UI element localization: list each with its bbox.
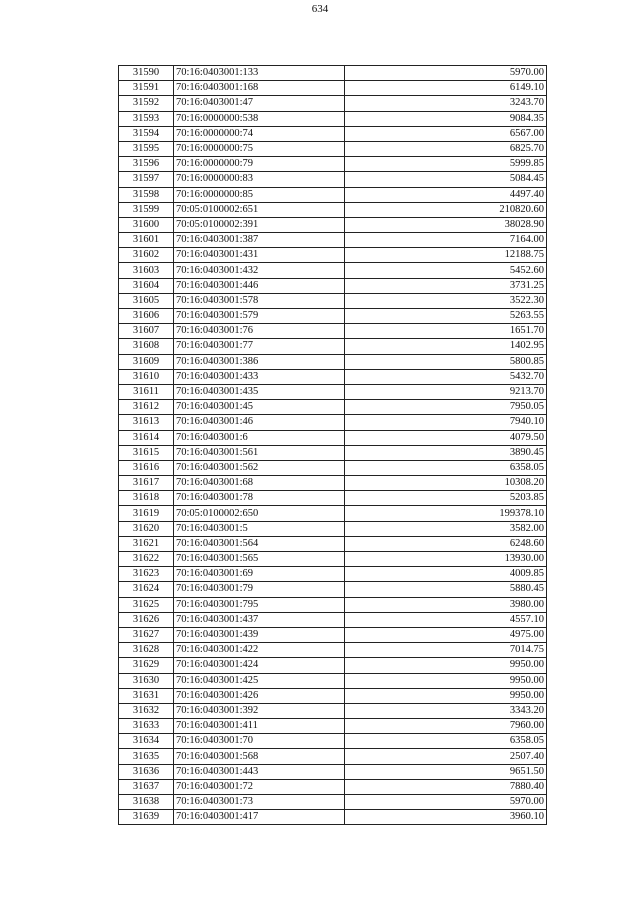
- table-row: [119, 293, 547, 308]
- area-value: 4079.50: [345, 430, 547, 445]
- area-value: 6358.05: [345, 734, 547, 749]
- table-row: [119, 810, 547, 825]
- cadastral-number: 70:05:0100002:650: [174, 506, 345, 521]
- row-number: 31628: [119, 643, 174, 658]
- table-row: [119, 476, 547, 491]
- cadastral-number: 70:16:0403001:6: [174, 430, 345, 445]
- row-number: 31599: [119, 202, 174, 217]
- cadastral-number: 70:16:0403001:168: [174, 81, 345, 96]
- table-row: [119, 384, 547, 399]
- area-value: 9950.00: [345, 673, 547, 688]
- row-number: 31616: [119, 460, 174, 475]
- cadastral-number: 70:16:0403001:77: [174, 339, 345, 354]
- area-value: 5800.85: [345, 354, 547, 369]
- row-number: 31605: [119, 293, 174, 308]
- table-row: [119, 81, 547, 96]
- cadastral-number: 70:16:0403001:565: [174, 552, 345, 567]
- row-number: 31610: [119, 369, 174, 384]
- row-number: 31637: [119, 779, 174, 794]
- row-number: 31598: [119, 187, 174, 202]
- area-value: 1402.95: [345, 339, 547, 354]
- cadastral-number: 70:16:0000000:83: [174, 172, 345, 187]
- area-value: 3582.00: [345, 521, 547, 536]
- row-number: 31615: [119, 445, 174, 460]
- area-value: 7164.00: [345, 233, 547, 248]
- cadastral-number: 70:16:0403001:70: [174, 734, 345, 749]
- area-value: 5452.60: [345, 263, 547, 278]
- area-value: 5970.00: [345, 795, 547, 810]
- cadastral-number: 70:16:0403001:386: [174, 354, 345, 369]
- table-row: [119, 233, 547, 248]
- row-number: 31635: [119, 749, 174, 764]
- table-row: [119, 354, 547, 369]
- row-number: 31634: [119, 734, 174, 749]
- cadastral-number: 70:16:0403001:425: [174, 673, 345, 688]
- cadastral-number: 70:16:0403001:561: [174, 445, 345, 460]
- row-number: 31633: [119, 719, 174, 734]
- cadastral-number: 70:16:0403001:433: [174, 369, 345, 384]
- table-row: [119, 400, 547, 415]
- row-number: 31632: [119, 703, 174, 718]
- row-number: 31630: [119, 673, 174, 688]
- cadastral-number: 70:16:0403001:46: [174, 415, 345, 430]
- cadastral-number: 70:16:0403001:69: [174, 567, 345, 582]
- area-value: 4557.10: [345, 612, 547, 627]
- table-row: [119, 688, 547, 703]
- table-row: [119, 445, 547, 460]
- cadastral-table-body: [119, 66, 547, 825]
- cadastral-number: 70:16:0403001:446: [174, 278, 345, 293]
- row-number: 31625: [119, 597, 174, 612]
- table-row: [119, 415, 547, 430]
- cadastral-number: 70:16:0000000:538: [174, 111, 345, 126]
- cadastral-number: 70:16:0403001:392: [174, 703, 345, 718]
- cadastral-number: 70:16:0000000:85: [174, 187, 345, 202]
- table-row: [119, 612, 547, 627]
- table-row: [119, 673, 547, 688]
- area-value: 9950.00: [345, 658, 547, 673]
- area-value: 1651.70: [345, 324, 547, 339]
- area-value: 5203.85: [345, 491, 547, 506]
- table-row: [119, 248, 547, 263]
- table-row: [119, 141, 547, 156]
- table-row: [119, 719, 547, 734]
- row-number: 31638: [119, 795, 174, 810]
- row-number: 31619: [119, 506, 174, 521]
- row-number: 31618: [119, 491, 174, 506]
- area-value: 9651.50: [345, 764, 547, 779]
- area-value: 7880.40: [345, 779, 547, 794]
- area-value: 3343.20: [345, 703, 547, 718]
- area-value: 12188.75: [345, 248, 547, 263]
- cadastral-number: 70:05:0100002:391: [174, 217, 345, 232]
- cadastral-number: 70:16:0403001:579: [174, 309, 345, 324]
- cadastral-number: 70:16:0403001:47: [174, 96, 345, 111]
- cadastral-number: 70:16:0403001:68: [174, 476, 345, 491]
- cadastral-number: 70:16:0403001:133: [174, 66, 345, 81]
- area-value: 5432.70: [345, 369, 547, 384]
- row-number: 31600: [119, 217, 174, 232]
- cadastral-number: 70:16:0403001:443: [174, 764, 345, 779]
- row-number: 31617: [119, 476, 174, 491]
- area-value: 6825.70: [345, 141, 547, 156]
- table-row: [119, 172, 547, 187]
- row-number: 31592: [119, 96, 174, 111]
- row-number: 31620: [119, 521, 174, 536]
- cadastral-number: 70:16:0403001:5: [174, 521, 345, 536]
- area-value: 3243.70: [345, 96, 547, 111]
- row-number: 31608: [119, 339, 174, 354]
- table-row: [119, 187, 547, 202]
- row-number: 31614: [119, 430, 174, 445]
- area-value: 38028.90: [345, 217, 547, 232]
- area-value: 6358.05: [345, 460, 547, 475]
- row-number: 31603: [119, 263, 174, 278]
- area-value: 2507.40: [345, 749, 547, 764]
- table-row: [119, 491, 547, 506]
- row-number: 31612: [119, 400, 174, 415]
- table-row: [119, 764, 547, 779]
- area-value: 5970.00: [345, 66, 547, 81]
- area-value: 199378.10: [345, 506, 547, 521]
- cadastral-number: 70:16:0403001:387: [174, 233, 345, 248]
- area-value: 5999.85: [345, 157, 547, 172]
- cadastral-number: 70:16:0403001:45: [174, 400, 345, 415]
- area-value: 9084.35: [345, 111, 547, 126]
- table-row: [119, 703, 547, 718]
- table-row: [119, 552, 547, 567]
- row-number: 31627: [119, 627, 174, 642]
- cadastral-number: 70:16:0403001:439: [174, 627, 345, 642]
- area-value: 6248.60: [345, 536, 547, 551]
- area-value: 210820.60: [345, 202, 547, 217]
- row-number: 31609: [119, 354, 174, 369]
- table-row: [119, 157, 547, 172]
- table-row: [119, 749, 547, 764]
- table-row: [119, 658, 547, 673]
- cadastral-number: 70:16:0403001:795: [174, 597, 345, 612]
- area-value: 6567.00: [345, 126, 547, 141]
- cadastral-table: [118, 65, 547, 825]
- table-row: [119, 202, 547, 217]
- area-value: 3960.10: [345, 810, 547, 825]
- table-row: [119, 369, 547, 384]
- cadastral-number: 70:16:0403001:562: [174, 460, 345, 475]
- row-number: 31611: [119, 384, 174, 399]
- table-row: [119, 734, 547, 749]
- row-number: 31624: [119, 582, 174, 597]
- cadastral-number: 70:16:0403001:411: [174, 719, 345, 734]
- cadastral-number: 70:05:0100002:651: [174, 202, 345, 217]
- table-row: [119, 506, 547, 521]
- row-number: 31621: [119, 536, 174, 551]
- cadastral-number: 70:16:0403001:422: [174, 643, 345, 658]
- row-number: 31593: [119, 111, 174, 126]
- table-row: [119, 643, 547, 658]
- area-value: 3522.30: [345, 293, 547, 308]
- table-row: [119, 779, 547, 794]
- row-number: 31591: [119, 81, 174, 96]
- table-row: [119, 66, 547, 81]
- cadastral-number: 70:16:0403001:437: [174, 612, 345, 627]
- area-value: 4975.00: [345, 627, 547, 642]
- table-row: [119, 217, 547, 232]
- area-value: 5084.45: [345, 172, 547, 187]
- cadastral-number: 70:16:0403001:564: [174, 536, 345, 551]
- row-number: 31601: [119, 233, 174, 248]
- table-row: [119, 567, 547, 582]
- table-row: [119, 309, 547, 324]
- table-row: [119, 126, 547, 141]
- area-value: 3731.25: [345, 278, 547, 293]
- cadastral-number: 70:16:0403001:578: [174, 293, 345, 308]
- area-value: 7014.75: [345, 643, 547, 658]
- row-number: 31622: [119, 552, 174, 567]
- table-row: [119, 597, 547, 612]
- table-row: [119, 111, 547, 126]
- table-row: [119, 460, 547, 475]
- cadastral-number: 70:16:0403001:431: [174, 248, 345, 263]
- row-number: 31594: [119, 126, 174, 141]
- area-value: 7940.10: [345, 415, 547, 430]
- cadastral-number: 70:16:0000000:74: [174, 126, 345, 141]
- area-value: 4497.40: [345, 187, 547, 202]
- area-value: 5263.55: [345, 309, 547, 324]
- row-number: 31613: [119, 415, 174, 430]
- row-number: 31623: [119, 567, 174, 582]
- row-number: 31626: [119, 612, 174, 627]
- row-number: 31597: [119, 172, 174, 187]
- cadastral-number: 70:16:0403001:72: [174, 779, 345, 794]
- row-number: 31590: [119, 66, 174, 81]
- cadastral-number: 70:16:0403001:417: [174, 810, 345, 825]
- cadastral-number: 70:16:0403001:76: [174, 324, 345, 339]
- area-value: 9213.70: [345, 384, 547, 399]
- table-row: [119, 339, 547, 354]
- row-number: 31631: [119, 688, 174, 703]
- cadastral-number: 70:16:0403001:73: [174, 795, 345, 810]
- table-row: [119, 627, 547, 642]
- row-number: 31606: [119, 309, 174, 324]
- cadastral-number: 70:16:0403001:426: [174, 688, 345, 703]
- cadastral-number: 70:16:0403001:568: [174, 749, 345, 764]
- cadastral-number: 70:16:0403001:435: [174, 384, 345, 399]
- row-number: 31602: [119, 248, 174, 263]
- table-row: [119, 263, 547, 278]
- cadastral-number: 70:16:0403001:432: [174, 263, 345, 278]
- row-number: 31639: [119, 810, 174, 825]
- area-value: 5880.45: [345, 582, 547, 597]
- page-number: 634: [311, 3, 329, 15]
- table-row: [119, 430, 547, 445]
- table-row: [119, 96, 547, 111]
- cadastral-number: 70:16:0403001:78: [174, 491, 345, 506]
- cadastral-number: 70:16:0000000:79: [174, 157, 345, 172]
- area-value: 10308.20: [345, 476, 547, 491]
- area-value: 9950.00: [345, 688, 547, 703]
- row-number: 31636: [119, 764, 174, 779]
- cadastral-number: 70:16:0000000:75: [174, 141, 345, 156]
- cadastral-number: 70:16:0403001:424: [174, 658, 345, 673]
- cadastral-number: 70:16:0403001:79: [174, 582, 345, 597]
- row-number: 31596: [119, 157, 174, 172]
- area-value: 13930.00: [345, 552, 547, 567]
- table-row: [119, 536, 547, 551]
- row-number: 31604: [119, 278, 174, 293]
- table-row: [119, 521, 547, 536]
- table-row: [119, 795, 547, 810]
- area-value: 4009.85: [345, 567, 547, 582]
- area-value: 6149.10: [345, 81, 547, 96]
- area-value: 7950.05: [345, 400, 547, 415]
- row-number: 31595: [119, 141, 174, 156]
- row-number: 31629: [119, 658, 174, 673]
- area-value: 7960.00: [345, 719, 547, 734]
- area-value: 3890.45: [345, 445, 547, 460]
- table-row: [119, 324, 547, 339]
- area-value: 3980.00: [345, 597, 547, 612]
- row-number: 31607: [119, 324, 174, 339]
- table-row: [119, 582, 547, 597]
- table-row: [119, 278, 547, 293]
